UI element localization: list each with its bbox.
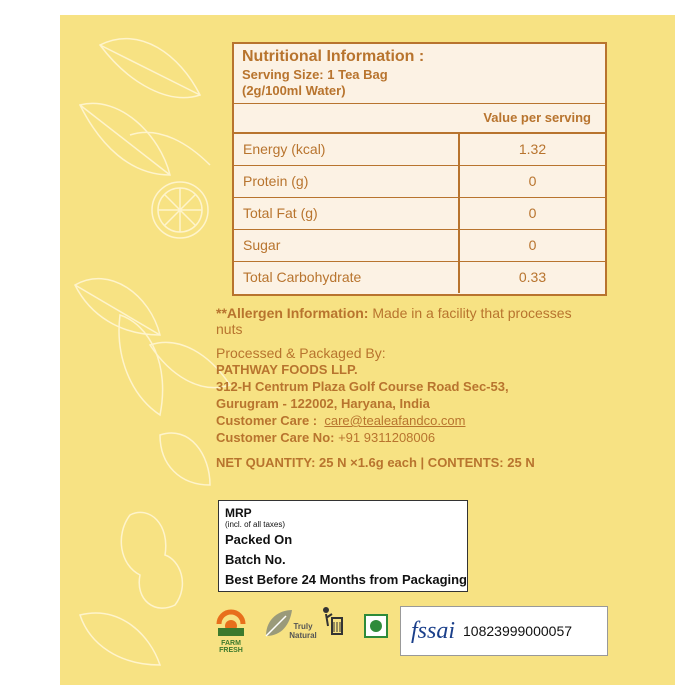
packed-on: Packed On <box>225 532 293 547</box>
row-value: 0 <box>528 173 537 189</box>
care-phone: +91 9311208006 <box>338 430 436 445</box>
nutrition-title: Nutritional Information : <box>242 48 425 65</box>
company-info <box>216 361 509 446</box>
nutrition-header <box>234 44 605 104</box>
batch-no: Batch No. <box>225 552 286 567</box>
allergen-label: **Allergen Information: <box>216 305 369 321</box>
row-label: Protein (g) <box>234 166 460 197</box>
company-name: PATHWAY FOODS LLP. <box>216 362 358 377</box>
truly-natural-label: Truly Natural <box>289 622 317 640</box>
fssai-box <box>400 606 608 656</box>
net-quantity: NET QUANTITY: 25 N ×1.6g each | CONTENTS: 25 N <box>216 455 535 470</box>
processed-by: Processed & Packaged By: <box>216 345 386 361</box>
care-phone-label: Customer Care No: <box>216 430 335 445</box>
veg-symbol-icon <box>364 614 388 638</box>
care-email-label: Customer Care : <box>216 413 318 428</box>
serving-size-line2: (2g/100ml Water) <box>242 83 346 98</box>
row-label: Sugar <box>234 230 460 261</box>
care-email-link[interactable]: care@tealeafandco.com <box>324 413 466 428</box>
table-row <box>234 198 605 230</box>
fssai-logo: fssai <box>411 617 456 644</box>
row-value: 1.32 <box>518 141 547 157</box>
dispose-bin-icon <box>318 604 346 640</box>
serving-size-line1: Serving Size: 1 Tea Bag <box>242 67 388 82</box>
address-line1: 312-H Centrum Plaza Golf Course Road Sec-53, <box>216 379 509 394</box>
allergen-info <box>216 305 586 337</box>
table-row <box>234 230 605 262</box>
column-header: Value per serving <box>234 104 605 134</box>
row-label: Energy (kcal) <box>234 134 460 165</box>
row-value: 0.33 <box>518 269 547 285</box>
mrp-sub: (incl. of all taxes) <box>225 520 286 529</box>
row-value: 0 <box>528 205 537 221</box>
customer-care-phone <box>216 429 509 446</box>
mrp-box <box>218 500 468 592</box>
customer-care-email <box>216 412 509 429</box>
row-label: Total Fat (g) <box>234 198 460 229</box>
best-before: Best Before 24 Months from Packaging <box>225 572 467 587</box>
table-row <box>234 166 605 198</box>
row-value: 0 <box>528 237 537 253</box>
address-line2: Gurugram - 122002, Haryana, India <box>216 396 430 411</box>
allergen-text: Made in a facility that processes nuts <box>216 305 572 337</box>
mrp-label: MRP <box>225 506 252 520</box>
row-label: Total Carbohydrate <box>234 262 460 293</box>
fssai-license-number: 10823999000057 <box>463 623 573 639</box>
table-row <box>234 262 605 293</box>
table-row <box>234 134 605 166</box>
farm-fresh-icon <box>214 604 248 638</box>
farm-fresh-label: FARM FRESH <box>219 640 243 654</box>
nutrition-table <box>232 42 607 296</box>
